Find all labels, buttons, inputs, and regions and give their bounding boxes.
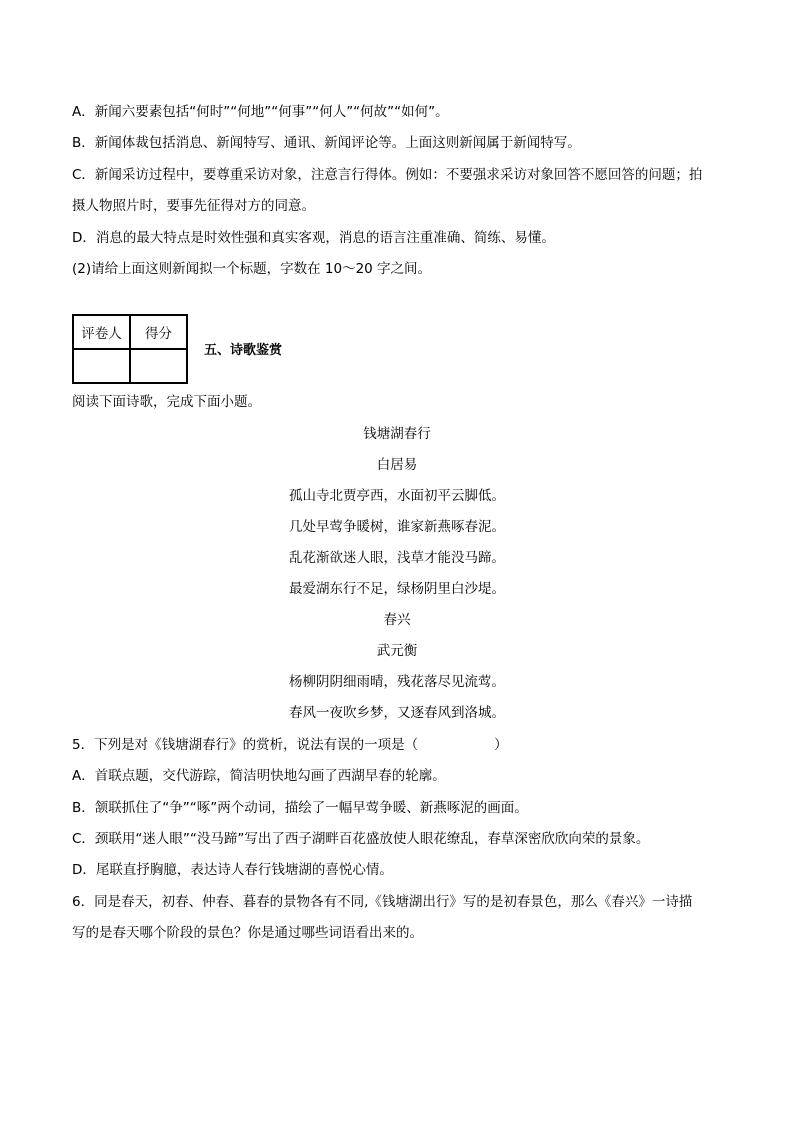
score-table-grader-cell[interactable] [73,349,130,383]
poem2-line: 春风一夜吹乡梦，又逐春风到洛城。 [289,705,505,721]
score-table-score-cell[interactable] [130,349,187,383]
score-table-grader-header: 评卷人 [73,315,130,349]
score-table [72,314,188,384]
q6-line2: 写的是春天哪个阶段的景色？你是通过哪些词语看出来的。 [72,925,423,941]
poem1-line: 几处早莺争暖树，谁家新燕啄春泥。 [289,519,505,535]
q5-stem-close: ） [494,737,508,753]
reading-instruction: 阅读下面诗歌，完成下面小题。 [72,394,261,410]
q5-option-b: B．颔联抓住了“争”“啄”两个动词，描绘了一幅早莺争暖、新燕啄泥的画面。 [72,800,528,816]
q5-option-c: C．颈联用“迷人眼”“没马蹄”写出了西子湖畔百花盛放使人眼花缭乱，春草深密欣欣向荣的景象。 [72,831,650,847]
q4-option-c-line2: 摄人物照片时，要事先征得对方的同意。 [72,198,315,214]
poem2-title: 春兴 [383,612,411,628]
section-title: 五、诗歌鉴赏 [204,343,283,358]
poem1-line: 乱花渐欲迷人眼，浅草才能没马蹄。 [289,550,505,566]
poem2-author: 武元衡 [376,643,418,659]
poem2-line: 杨柳阴阴细雨晴，残花落尽见流莺。 [289,674,505,690]
q4-subquestion-2: (2)请给上面这则新闻拟一个标题，字数在 10～20 字之间。 [72,261,432,277]
poem1-line: 最爱湖东行不足，绿杨阴里白沙堤。 [289,581,505,597]
q4-option-a: A．新闻六要素包括“何时”“何地”“何事”“何人”“何故”“如何”。 [72,104,449,120]
poem1-line: 孤山寺北贾亭西，水面初平云脚低。 [289,488,505,504]
poem1-author: 白居易 [376,457,418,473]
q6-line1: 6．同是春天，初春、仲春、暮春的景物各有不同,《钱塘湖出行》写的是初春景色，那么《春兴》一诗描 [72,894,693,910]
q4-option-b: B．新闻体裁包括消息、新闻特写、通讯、新闻评论等。上面这则新闻属于新闻特写。 [72,135,581,151]
score-table-score-header: 得分 [130,315,187,349]
poem1-title: 钱塘湖春行 [363,426,431,442]
q4-option-c-line1: C．新闻采访过程中，要尊重采访对象，注意言行得体。例如：不要强求采访对象回答不愿回答的问题；拍 [72,167,703,183]
q5-option-d: D．尾联直抒胸臆，表达诗人春行钱塘湖的喜悦心情。 [72,862,393,878]
q5-stem-text: 5．下列是对《钱塘湖春行》的赏析，说法有误的一项是（ [72,737,419,753]
q5-stem [72,736,508,754]
q5-option-a: A．首联点题，交代游踪，简洁明快地勾画了西湖早春的轮廓。 [72,768,446,784]
q4-option-d: D．消息的最大特点是时效性强和真实客观，消息的语言注重准确、简练、易懂。 [72,230,555,246]
